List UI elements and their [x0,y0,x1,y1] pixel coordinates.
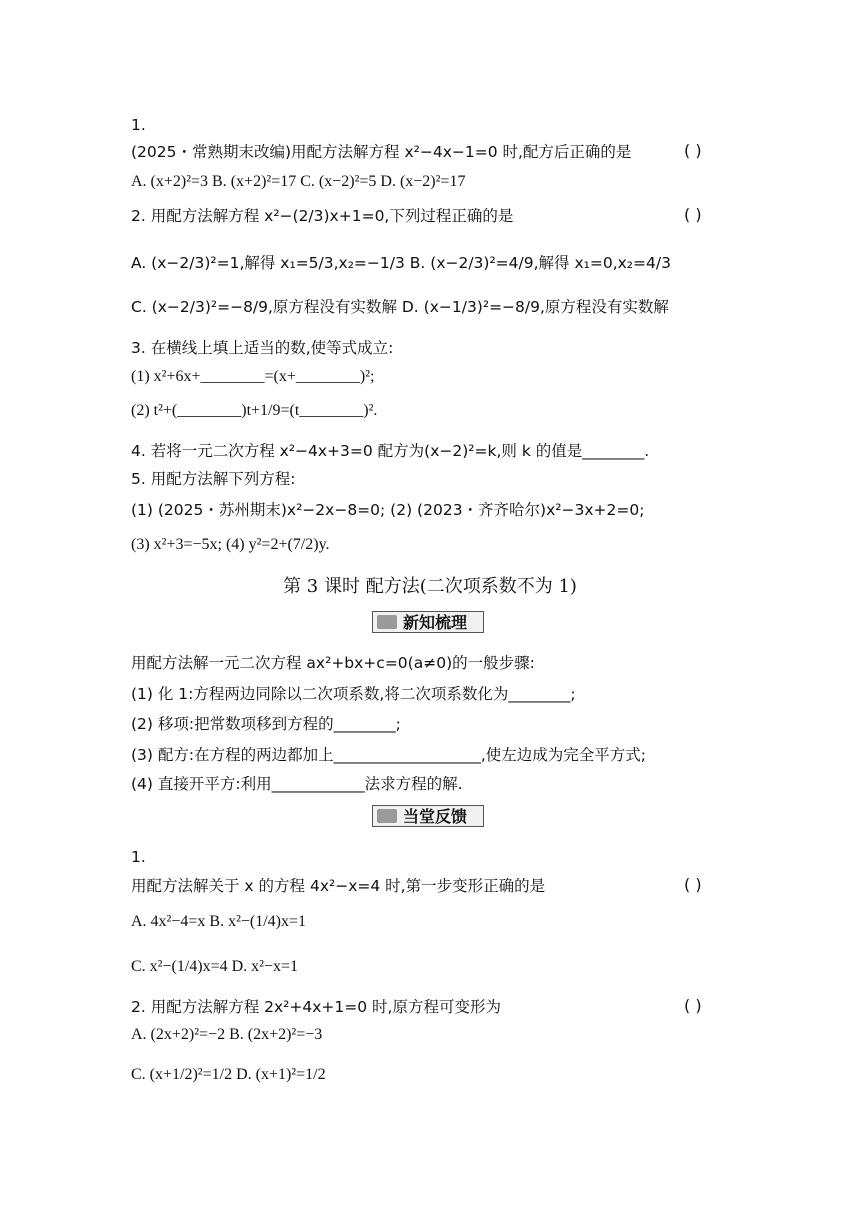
text-line: (2) 移项:把常数项移到方程的________; [131,715,401,733]
text-line: C. (x+1/2)²=1/2 D. (x+1)²=1/2 [131,1066,326,1083]
text-line: 2. 用配方法解方程 x²−(2/3)x+1=0,下列过程正确的是 [131,207,514,225]
text-line: (4) 直接开平方:利用____________法求方程的解. [131,775,463,793]
section-title: 第 3 课时 配方法(二次项系数不为 1) [283,576,577,597]
section-banner [372,611,484,633]
text-line: 2. 用配方法解方程 2x²+4x+1=0 时,原方程可变形为 [131,998,501,1016]
text-line: A. (2x+2)²=−2 B. (2x+2)²=−3 [131,1026,323,1043]
text-line: (3) 配方:在方程的两边都加上___________________,使左边成为完全平方式; [131,746,647,764]
text-line: 4. 若将一元二次方程 x²−4x+3=0 配方为(x−2)²=k,则 k 的值是________. [131,442,650,460]
answer-blank: ( ) [684,205,702,224]
text-line: 1. [131,116,146,134]
book-icon [377,615,397,629]
answer-blank: ( ) [684,875,702,894]
text-line: (2) t²+(________)t+1/9=(t________)². [131,402,378,419]
banner-label: 当堂反馈 [403,807,468,826]
answer-blank: ( ) [684,141,702,160]
text-line: A. 4x²−4=x B. x²−(1/4)x=1 [131,913,307,930]
text-line: (1) 化 1:方程两边同除以二次项系数,将二次项系数化为________; [131,685,576,703]
text-line: A. (x−2/3)²=1,解得 x₁=5/3,x₂=−1/3 B. (x−2/3)²=4/9,解得 x₁=0,x₂=4/3 [131,254,671,272]
text-line: 3. 在横线上填上适当的数,使等式成立: [131,339,394,357]
section-banner [372,805,484,827]
text-line: (1) (2025・苏州期末)x²−2x−8=0; (2) (2023・齐齐哈尔)x²−3x+2=0; [131,501,645,519]
answer-blank: ( ) [684,996,702,1015]
text-line: (3) x²+3=−5x; (4) y²=2+(7/2)y. [131,536,330,553]
banner-label: 新知梳理 [403,613,468,632]
text-line: (1) x²+6x+________=(x+________)²; [131,368,375,385]
pen-icon [377,809,397,823]
text-line: 用配方法解一元二次方程 ax²+bx+c=0(a≠0)的一般步骤: [131,654,535,672]
text-line: 5. 用配方法解下列方程: [131,470,296,488]
text-line: A. (x+2)²=3 B. (x+2)²=17 C. (x−2)²=5 D. (x−2)²=17 [131,173,466,190]
text-line: 用配方法解关于 x 的方程 4x²−x=4 时,第一步变形正确的是 [131,877,546,895]
text-line: C. (x−2/3)²=−8/9,原方程没有实数解 D. (x−1/3)²=−8/9,原方程没有实数解 [131,298,669,316]
text-line: 1. [131,848,146,866]
text-line: (2025・常熟期末改编)用配方法解方程 x²−4x−1=0 时,配方后正确的是 [131,143,632,161]
text-line: C. x²−(1/4)x=4 D. x²−x=1 [131,958,299,975]
